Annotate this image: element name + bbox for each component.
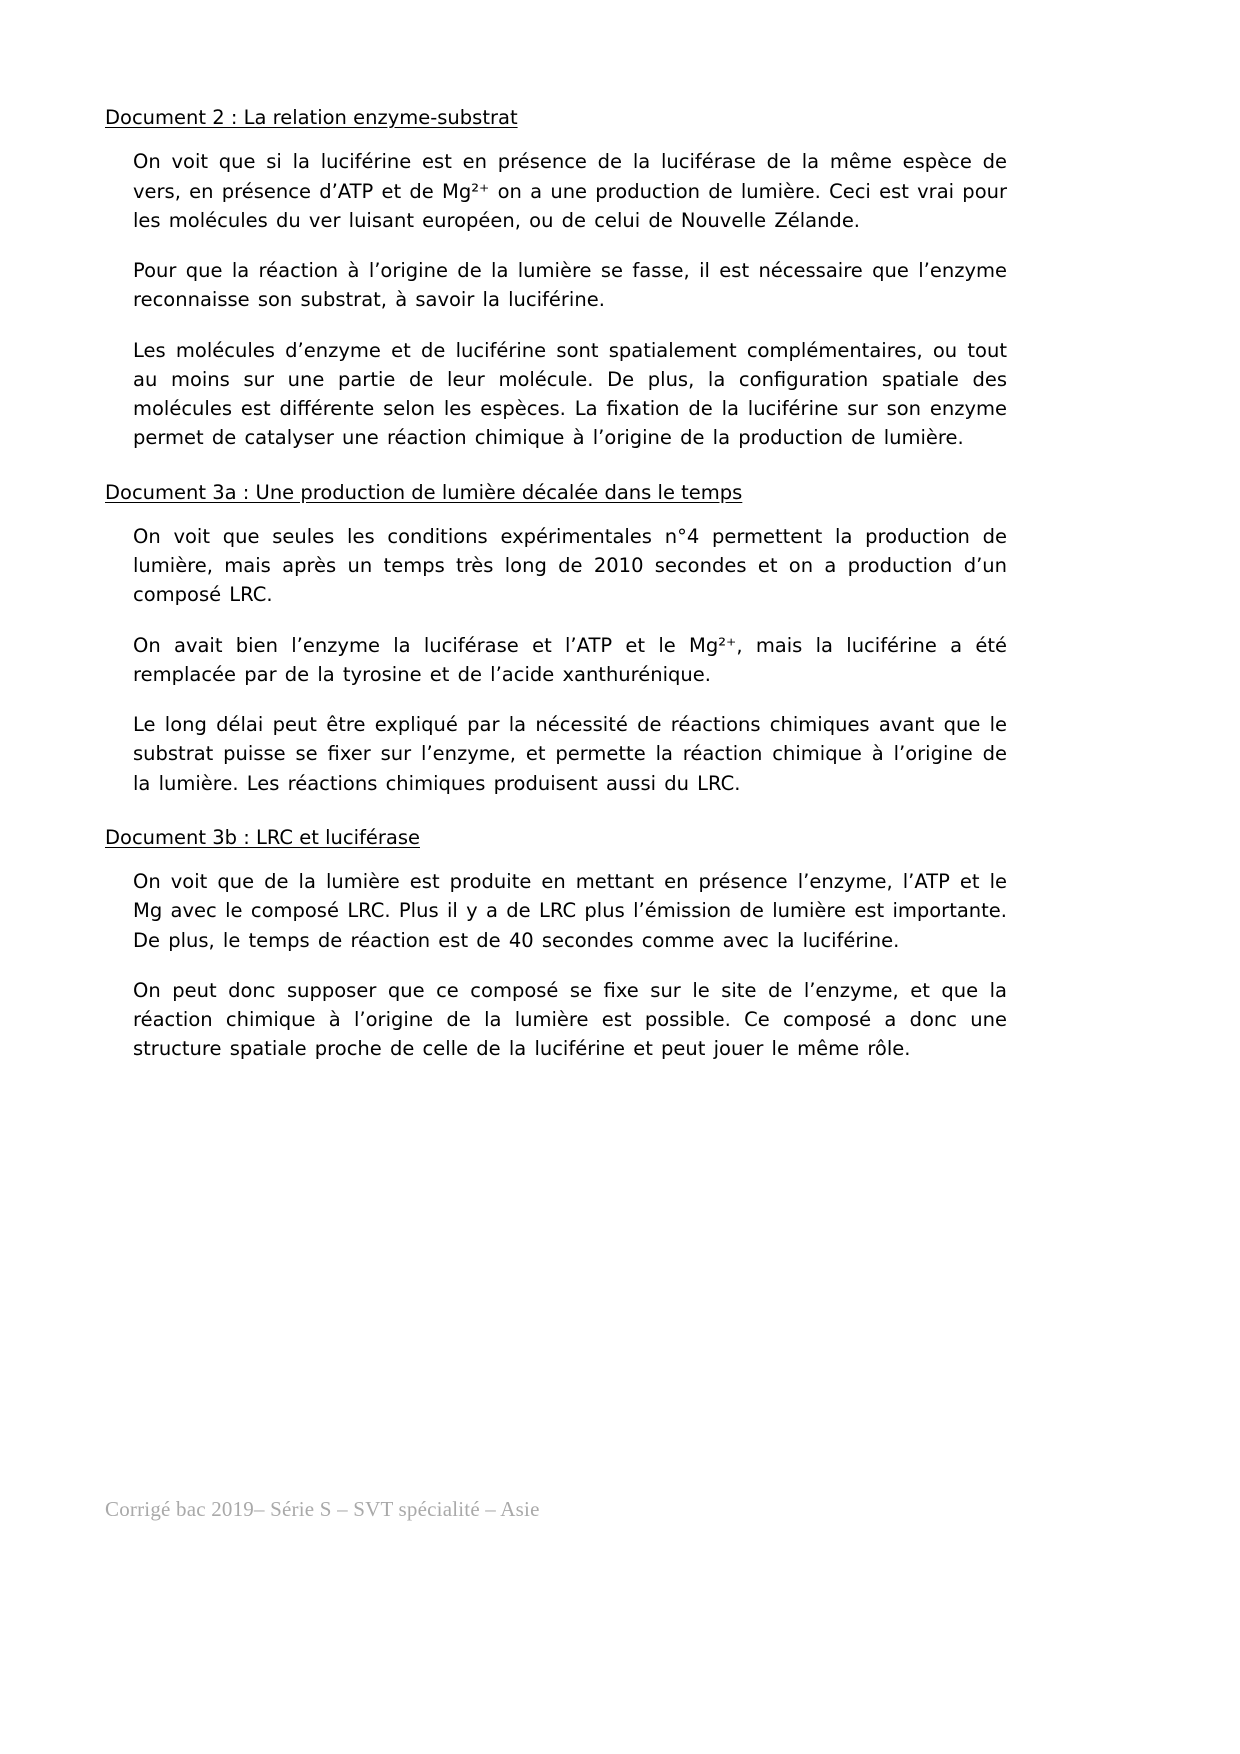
paragraph: On peut donc supposer que ce composé se fixe sur le site de l’enzyme, et que la réaction chimique à l’origine de la lumière est possible. Ce composé a donc une structure spatiale proche de celle de la luciférine et peut jouer le même rôle. [133,978,1007,1061]
document-content [105,104,1007,1085]
section-heading: Document 2 : La relation enzyme-substrat [105,106,518,129]
page-footer: Corrigé bac 2019– Série S – SVT spécialité – Asie [105,1497,540,1521]
paragraph: On voit que seules les conditions expérimentales n°4 permettent la production de lumière, mais après un temps très long de 2010 secondes et on a production d’un composé LRC. [133,524,1007,607]
paragraph: On avait bien l’enzyme la luciférase et l’ATP et le Mg²⁺, mais la luciférine a été remplacée par de la tyrosine et de l’acide xanthurénique. [133,633,1007,686]
paragraph: Le long délai peut être expliqué par la nécessité de réactions chimiques avant que le substrat puisse se fixer sur l’enzyme, et permette la réaction chimique à l’origine de la lumière. Les réactions chimiques produisent aussi du LRC. [133,713,1007,795]
paragraph: On voit que si la luciférine est en présence de la luciférase de la même espèce de vers, en présence d’ATP et de Mg²⁺ on a une production de lumière. Ceci est vrai pour les molécules du ver luisant européen, ou de celui de Nouvelle Zélande. [133,150,1007,232]
paragraph: Les molécules d’enzyme et de luciférine sont spatialement complémentaires, ou tout au moins sur une partie de leur molécule. De plus, la configuration spatiale des molécules est différente selon les espèces. La fixation de la luciférine sur son enzyme permet de catalyser une réaction chimique à l’origine de la production de lumière. [133,338,1007,450]
section-document-3b [105,824,1007,1064]
paragraph: Pour que la réaction à l’origine de la lumière se fasse, il est nécessaire que l’enzyme reconnaisse son substrat, à savoir la luciférine. [133,259,1007,312]
section-document-3a [105,479,1007,798]
section-heading: Document 3a : Une production de lumière décalée dans le temps [105,480,743,504]
section-heading: Document 3b : LRC et luciférase [105,825,420,849]
paragraph: On voit que de la lumière est produite en mettant en présence l’enzyme, l’ATP et le Mg avec le composé LRC. Plus il y a de LRC plus l’émission de lumière est importante. De plus, le temps de réaction est de 40 secondes comme avec la luciférine. [133,870,1007,952]
section-document-2 [105,104,1007,453]
